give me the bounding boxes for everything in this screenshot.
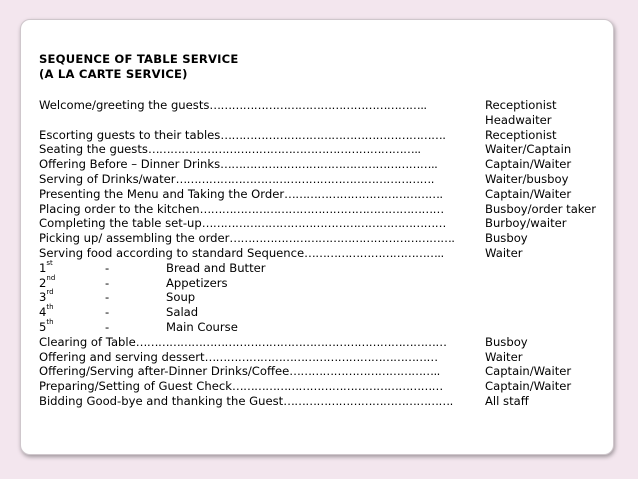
course-ordinal-suffix: rd <box>46 288 54 297</box>
service-step-row <box>39 187 599 202</box>
course-dish: Main Course <box>166 320 238 334</box>
course-number: 5 <box>39 320 47 334</box>
course-dash: - <box>105 320 110 334</box>
dot-leader: ……………………………………………………………….. <box>147 142 421 157</box>
dot-leader: ………………………………….. <box>289 364 440 379</box>
service-step-row <box>39 231 599 246</box>
course-ordinal <box>39 258 53 275</box>
service-step-row <box>39 379 599 394</box>
step-task-text: Offering Before – Dinner Drinks <box>39 157 221 172</box>
course-number: 1 <box>39 260 47 275</box>
step-task <box>39 142 421 156</box>
service-step-row <box>39 128 599 143</box>
course-number: 2 <box>39 275 47 290</box>
service-step-row <box>39 113 599 128</box>
course-row <box>39 258 599 276</box>
service-step-row <box>39 350 599 365</box>
step-task <box>39 98 427 112</box>
dot-leader: ……………………………………………………. <box>220 127 446 142</box>
step-staff: Waiter <box>485 349 523 364</box>
dot-leader: ………………………………………………….. <box>220 157 438 172</box>
service-step-row <box>39 202 599 217</box>
slide-card <box>20 19 614 455</box>
step-task-text: Placing order to the kitchen <box>39 201 200 216</box>
course-dish: Salad <box>166 305 199 320</box>
step-task-text: Serving food according to standard Sequence <box>39 246 305 260</box>
step-task <box>39 157 437 171</box>
course-dash: - <box>105 275 110 290</box>
course-row <box>39 290 599 305</box>
step-staff: Waiter/busboy <box>485 172 569 186</box>
course-row <box>39 320 599 335</box>
dot-leader: ……………………………………. <box>284 186 443 201</box>
step-task <box>39 128 445 142</box>
step-staff: Waiter/Captain <box>485 142 572 157</box>
course-row <box>39 273 599 291</box>
step-task-text: Preparing/Setting of Guest Check <box>39 379 232 394</box>
service-step-row <box>39 216 599 231</box>
step-staff: Captain/Waiter <box>485 157 572 172</box>
step-task <box>39 202 444 216</box>
step-task-text: Bidding Good-bye and thanking the Guest <box>39 394 284 408</box>
dot-leader: ………………………………………………………… <box>199 201 444 216</box>
step-task <box>39 350 438 364</box>
step-staff: Busboy/order taker <box>485 201 597 216</box>
step-staff: Busboy <box>485 334 528 349</box>
step-task-text: Welcome/greeting the guests <box>39 98 210 112</box>
service-step-row <box>39 364 599 379</box>
step-staff: Captain/Waiter <box>485 186 572 201</box>
dot-leader: ……………………………………………………. <box>229 231 455 246</box>
step-task-text: Picking up/ assembling the order <box>39 231 230 246</box>
step-task <box>39 231 454 245</box>
course-ordinal-suffix: th <box>46 303 54 312</box>
course-row <box>39 305 599 320</box>
service-step-row <box>39 98 599 113</box>
step-task-text: Seating the guests <box>39 142 148 157</box>
course-number: 4 <box>39 305 47 320</box>
course-dish: Appetizers <box>166 275 228 290</box>
course-ordinal <box>39 320 54 334</box>
step-task-text: Completing the table set-up <box>39 216 202 231</box>
step-task-text: Presenting the Menu and Taking the Order <box>39 186 285 201</box>
step-task <box>39 364 440 378</box>
step-staff: All staff <box>485 394 529 408</box>
service-step-row <box>39 172 599 187</box>
step-task-text: Clearing of Table <box>39 334 136 349</box>
title-line-1: SEQUENCE OF TABLE SERVICE <box>39 52 239 66</box>
course-number: 3 <box>39 290 47 305</box>
service-step-row <box>39 157 599 172</box>
step-staff: Headwaiter <box>485 112 552 127</box>
service-step-row <box>39 335 599 350</box>
step-staff: Burboy/waiter <box>485 216 567 231</box>
course-dash: - <box>105 305 110 320</box>
step-task <box>39 172 434 186</box>
course-ordinal-suffix: st <box>46 258 53 267</box>
dot-leader: ………………………………………………….. <box>209 98 427 112</box>
dot-leader: ……………………………….. <box>304 246 444 260</box>
dot-leader: ………………………………………………… <box>231 379 443 394</box>
service-step-row <box>39 246 599 261</box>
step-task-text: Escorting guests to their tables <box>39 127 221 142</box>
course-dish: Soup <box>166 290 196 305</box>
step-task <box>39 379 443 393</box>
dot-leader: ……………………………………………………… <box>204 349 438 364</box>
course-ordinal-suffix: nd <box>46 273 56 282</box>
step-staff: Busboy <box>485 231 528 246</box>
step-staff: Waiter <box>485 246 523 260</box>
step-staff: Captain/Waiter <box>485 364 572 379</box>
step-staff: Receptionist <box>485 98 557 112</box>
service-step-row <box>39 394 599 409</box>
step-task-text: Serving of Drinks/water <box>39 172 176 186</box>
step-task-text: Offering/Serving after-Dinner Drinks/Coffee <box>39 364 290 379</box>
course-dish: Bread and Butter <box>166 260 266 275</box>
step-staff: Captain/Waiter <box>485 379 572 394</box>
step-task <box>39 394 453 408</box>
course-dash: - <box>105 260 110 275</box>
step-task <box>39 335 446 349</box>
step-task <box>39 187 443 201</box>
step-task <box>39 216 446 230</box>
service-step-row <box>39 142 599 157</box>
dot-leader: ………………………………………………………………………… <box>135 334 447 349</box>
step-staff: Receptionist <box>485 127 557 142</box>
step-task-text: Offering and serving dessert <box>39 349 205 364</box>
step-task <box>39 246 444 260</box>
dot-leader: ………………………………………………………… <box>201 216 446 231</box>
dot-leader: ………………………………………. <box>283 394 453 408</box>
dot-leader: ……………………………………………………………. <box>175 172 434 186</box>
course-dash: - <box>105 290 110 305</box>
title-line-2: (A LA CARTE SERVICE) <box>39 67 188 81</box>
course-ordinal-suffix: th <box>46 318 54 326</box>
